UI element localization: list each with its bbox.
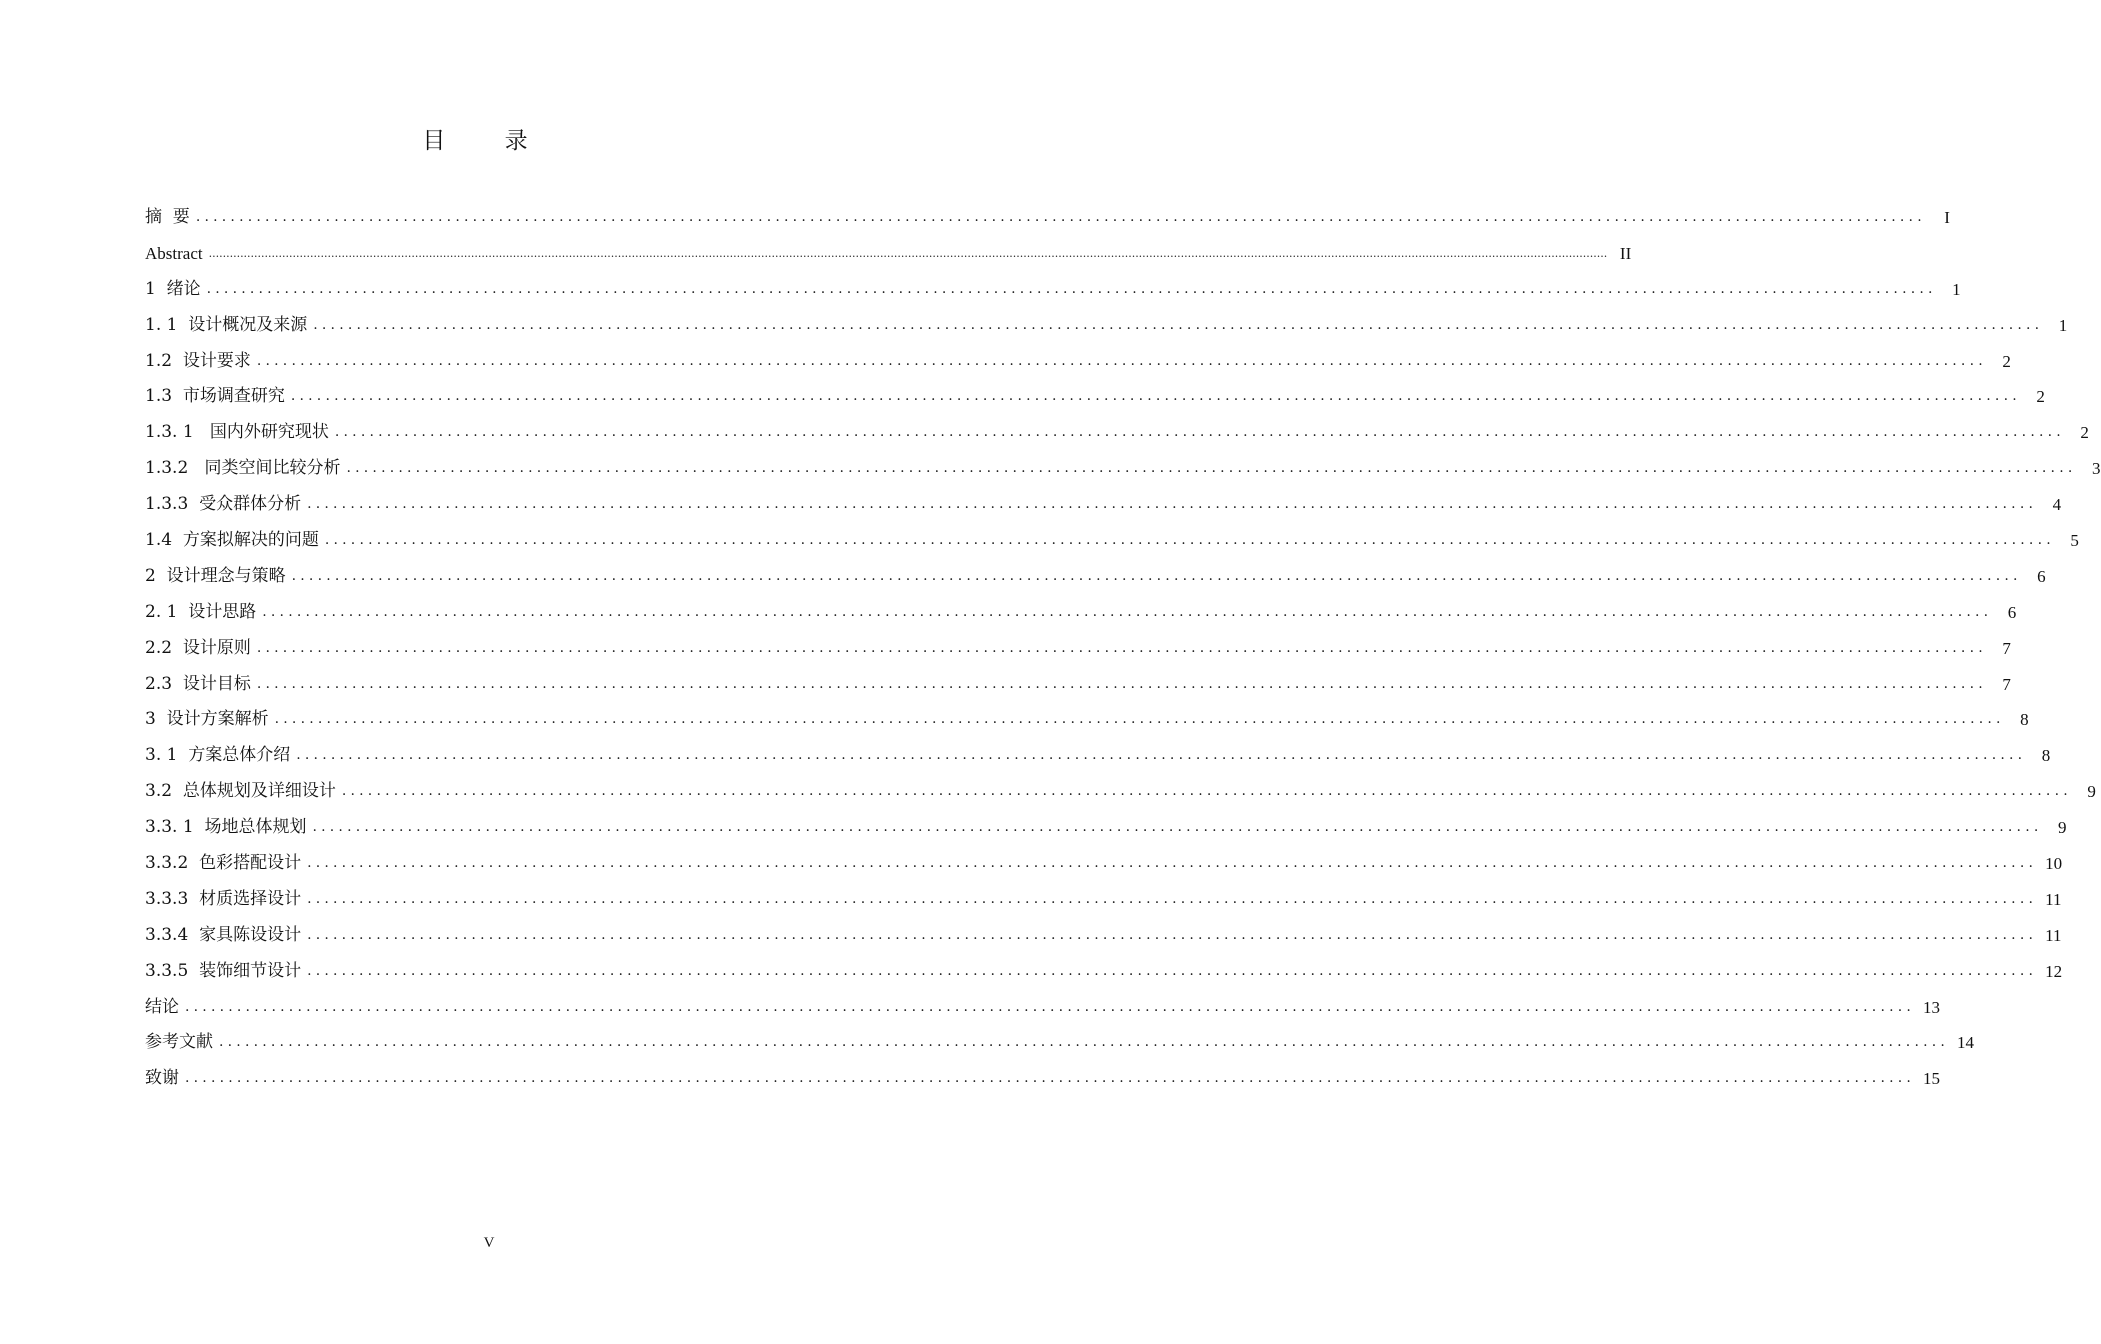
page-title: 目 录 (422, 128, 554, 154)
toc-entry-label: 3.3. 1 场地总体规划 (145, 817, 307, 838)
toc-entry-label: 3.3.2 色彩搭配设计 (145, 853, 302, 874)
toc-entry[interactable] (145, 1025, 1975, 1061)
dot-leader: ........................................................................................................................................................................................................ (185, 1070, 1916, 1087)
toc-entry-label: 3. 1 方案总体介绍 (145, 745, 291, 766)
toc-entry-page: 7 (2002, 674, 2011, 694)
toc-entry-page: 9 (2058, 818, 2067, 838)
toc-entry-page: I (1944, 207, 1950, 227)
toc-entry[interactable] (145, 379, 2045, 415)
dot-leader: ........................................................................................................................................................................................................ (256, 639, 1987, 656)
toc-entry-label: 参考文献 (145, 1032, 213, 1053)
toc-entry-page: 4 (2052, 495, 2062, 515)
dot-leader: ........................................................................................................................................................................................................ (185, 998, 1916, 1015)
toc-entry[interactable] (145, 523, 2079, 559)
toc-entry-label: 1.3. 1 国内外研究现状 (145, 422, 329, 443)
toc-entry-label: 结论 (145, 996, 179, 1017)
toc-entry[interactable] (145, 559, 2046, 595)
toc-entry-page: 2 (2080, 423, 2089, 443)
toc-entry-page: 2 (2002, 351, 2011, 371)
dot-leader: ........................................................................................................................................................................................................ (219, 1034, 1950, 1051)
toc-entry[interactable] (145, 810, 2067, 846)
toc-entry-label: 2.2 设计原则 (145, 637, 251, 658)
toc-entry-page: 14 (1957, 1033, 1975, 1053)
toc-entry[interactable] (145, 451, 2101, 487)
toc-entry-page: 10 (2045, 854, 2063, 874)
toc-entry[interactable] (145, 918, 2062, 954)
toc-entry[interactable] (145, 595, 2017, 631)
toc-entry-label: 3.3.3 材质选择设计 (145, 888, 302, 909)
toc-entry-label: 1.4 方案拟解决的问题 (145, 530, 319, 550)
toc-entry-label: 3.3.5 装饰细节设计 (145, 960, 302, 981)
dot-leader: ........................................................................................................................................................................................................ (291, 567, 2022, 584)
toc-entry-label: 1.3.3 受众群体分析 (145, 494, 302, 515)
dot-leader: ........................................................................................................................................................................................................ (313, 316, 2044, 333)
toc-entry-page: 6 (2007, 602, 2017, 622)
toc-entry[interactable] (145, 738, 2051, 774)
toc-entry-page: 7 (2002, 638, 2011, 658)
dot-leader: ........................................................................................................................................................................................................ (256, 675, 1987, 692)
dot-leader: ........................................................................................................................................................................................................ (312, 819, 2043, 836)
dot-leader: ........................................................................................................................................................................................................ (206, 280, 1937, 297)
toc-entry-label: 3 设计方案解析 (145, 709, 269, 730)
toc-entry-page: 12 (2045, 961, 2063, 981)
table-of-contents (145, 200, 2101, 1097)
toc-entry[interactable] (145, 990, 1941, 1026)
toc-entry-page: 5 (2070, 531, 2079, 550)
toc-entry[interactable] (145, 487, 2062, 523)
toc-entry-page: 6 (2037, 566, 2046, 586)
toc-entry-label: 1 绪论 (145, 278, 201, 299)
footer-page-number: V (483, 1235, 495, 1251)
toc-entry-page: II (1619, 243, 1632, 263)
toc-entry-page: 13 (1923, 997, 1941, 1017)
toc-entry[interactable] (145, 344, 2011, 380)
dot-leader: ........................................................................................................................................................................................................ (346, 460, 2077, 477)
dot-leader: ........................................................................................................................................................................................................ (296, 747, 2027, 764)
toc-entry-page: 8 (2020, 710, 2029, 730)
toc-entry-page: 3 (2092, 459, 2101, 479)
toc-entry-label: 1.3.2 同类空间比较分析 (145, 458, 341, 479)
toc-entry-page: 8 (2041, 746, 2051, 766)
toc-entry[interactable] (145, 882, 2062, 918)
toc-entry[interactable] (145, 308, 2068, 344)
toc-entry-page: 9 (2087, 782, 2096, 802)
toc-entry-page: 11 (2045, 925, 2062, 945)
dot-leader: ........................................................................................................................................................................................................ (195, 208, 1926, 225)
toc-entry-label: 2. 1 设计思路 (145, 601, 257, 622)
toc-entry[interactable] (145, 1061, 1941, 1097)
toc-entry-label: 1.3 市场调查研究 (145, 386, 285, 407)
toc-entry[interactable] (145, 272, 1961, 308)
toc-entry-label: 1.2 设计要求 (145, 350, 251, 371)
toc-entry[interactable] (145, 954, 2063, 990)
dot-leader: ........................................................................................................................................................................................................ (334, 424, 2065, 441)
toc-entry[interactable] (145, 415, 2089, 451)
toc-entry-page: 1 (1952, 279, 1961, 299)
toc-entry-label: 摘 要 (145, 206, 190, 227)
dot-leader: ........................................................................................................................................................................................................ (307, 962, 2038, 979)
dot-leader: ........................................................................................................................................................................................................ (290, 388, 2021, 405)
dot-leader: ........................................................................................................................................................................................................ (307, 926, 2038, 943)
toc-entry-label: 1. 1 设计概况及来源 (145, 314, 308, 335)
toc-entry-label: 致谢 (145, 1068, 179, 1089)
toc-entry[interactable] (145, 631, 2011, 667)
dot-leader: ........................................................................................................................................................................................................ (262, 603, 1993, 620)
toc-entry-page: 1 (2058, 315, 2068, 335)
dot-leader: ........................................................................................................................................................................................................ (307, 890, 2038, 907)
toc-entry[interactable] (145, 667, 2011, 703)
toc-entry-label: 3.3.4 家具陈设设计 (145, 924, 302, 945)
toc-entry[interactable] (145, 236, 1632, 272)
toc-entry-label: 2.3 设计目标 (145, 673, 251, 694)
dot-leader: ................................................................................................................................................................................................................................................................................................................................................................................................................ (208, 246, 1608, 260)
toc-entry-label: 2 设计理念与策略 (145, 565, 286, 586)
toc-entry-page: 11 (2045, 889, 2062, 909)
dot-leader: ........................................................................................................................................................................................................ (307, 855, 2038, 872)
toc-entry[interactable] (145, 200, 1950, 236)
toc-entry-page: 15 (1923, 1069, 1941, 1089)
dot-leader: ........................................................................................................................................................................................................ (274, 711, 2005, 728)
dot-leader: ........................................................................................................................................................................................................ (324, 532, 2055, 548)
toc-entry[interactable] (145, 846, 2063, 882)
toc-entry[interactable] (145, 702, 2029, 738)
toc-entry-label: 3.2 总体规划及详细设计 (145, 781, 336, 802)
toc-entry-label: Abstract (145, 243, 203, 263)
dot-leader: ........................................................................................................................................................................................................ (307, 496, 2038, 513)
toc-entry[interactable] (145, 774, 2096, 810)
toc-entry-page: 2 (2036, 387, 2045, 407)
dot-leader: ........................................................................................................................................................................................................ (341, 783, 2072, 800)
dot-leader: ........................................................................................................................................................................................................ (256, 352, 1987, 369)
